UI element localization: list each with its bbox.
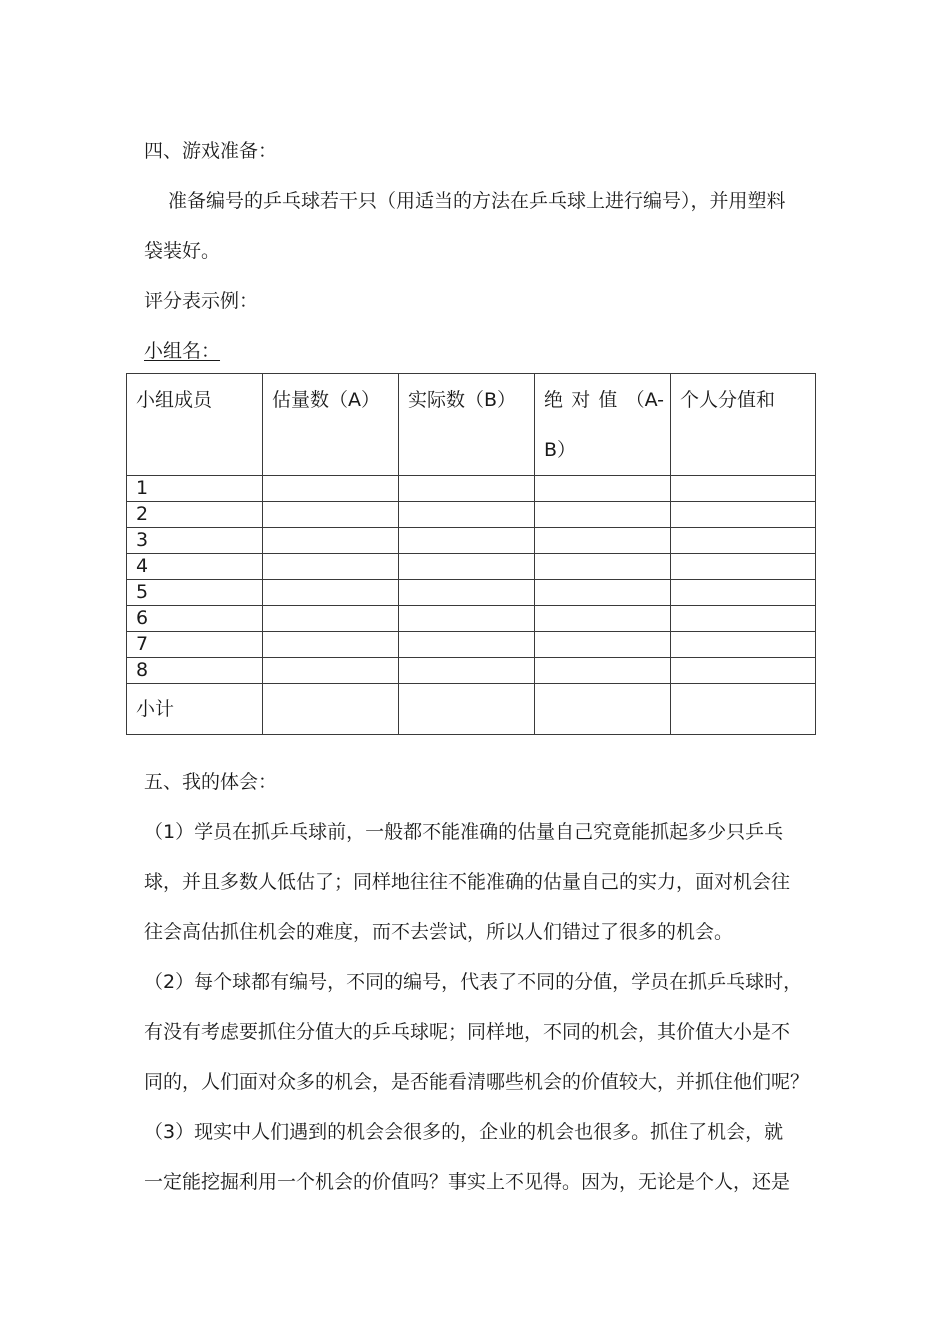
table-cell — [535, 476, 671, 502]
table-cell — [535, 606, 671, 632]
table-total-row — [127, 684, 816, 735]
table-cell — [535, 528, 671, 554]
section5-line: （2）每个球都有编号，不同的编号，代表了不同的分值，学员在抓乒乓球时， — [144, 971, 803, 993]
table-row — [127, 502, 816, 528]
table-cell — [399, 658, 535, 684]
table-header-row — [127, 374, 816, 476]
table-cell — [399, 476, 535, 502]
table-cell — [263, 502, 399, 528]
section5-line: （1）学员在抓乒乓球前，一般都不能准确的估量自己究竟能抓起多少只乒乓 — [144, 821, 784, 843]
table-row — [127, 632, 816, 658]
table-row — [127, 606, 816, 632]
table-cell — [263, 658, 399, 684]
header-members: 小组成员 — [127, 374, 263, 476]
table-cell — [535, 554, 671, 580]
group-name-label: 小组名： — [144, 340, 221, 362]
header-absolute-value — [535, 374, 671, 476]
header-absolute-value-line1 — [544, 375, 664, 425]
section5-line: 球，并且多数人低估了；同样地往往不能准确的估量自己的实力，面对机会往 — [144, 871, 791, 893]
table-cell — [263, 684, 399, 735]
row-number: 5 — [127, 580, 263, 606]
header-personal-score: 个人分值和 — [671, 374, 816, 476]
section5-line: （3）现实中人们遇到的机会会很多的，企业的机会也很多。抓住了机会，就 — [144, 1121, 784, 1143]
header-actual: 实际数（B） — [399, 374, 535, 476]
row-number: 1 — [127, 476, 263, 502]
table-cell — [671, 606, 816, 632]
score-example-label: 评分表示例： — [144, 290, 259, 312]
table-cell — [399, 684, 535, 735]
table-cell — [399, 606, 535, 632]
table-cell — [671, 528, 816, 554]
table-cell — [399, 502, 535, 528]
table-cell — [535, 684, 671, 735]
table-cell — [671, 632, 816, 658]
table-row — [127, 554, 816, 580]
total-label: 小计 — [127, 684, 263, 735]
section5-line: 有没有考虑要抓住分值大的乒乓球呢；同样地，不同的机会，其价值大小是不 — [144, 1021, 791, 1043]
row-number: 6 — [127, 606, 263, 632]
section4-paragraph-line2: 袋装好。 — [144, 240, 221, 262]
header-abs-part: 值 — [598, 389, 618, 411]
header-abs-part: 绝 — [544, 389, 564, 411]
table-row — [127, 476, 816, 502]
table-cell — [399, 554, 535, 580]
section4-heading: 四、游戏准备： — [144, 140, 278, 162]
score-table — [126, 373, 816, 735]
table-cell — [399, 632, 535, 658]
table-cell — [263, 606, 399, 632]
row-number: 3 — [127, 528, 263, 554]
header-abs-part: （A- — [625, 389, 664, 411]
row-number: 7 — [127, 632, 263, 658]
table-cell — [263, 632, 399, 658]
section5-heading: 五、我的体会： — [144, 771, 278, 793]
table-cell — [671, 658, 816, 684]
table-cell — [535, 632, 671, 658]
table-cell — [671, 554, 816, 580]
table-cell — [399, 580, 535, 606]
header-estimate: 估量数（A） — [263, 374, 399, 476]
table-row — [127, 658, 816, 684]
table-cell — [671, 476, 816, 502]
table-row — [127, 528, 816, 554]
table-cell — [671, 684, 816, 735]
table-cell — [671, 580, 816, 606]
table-cell — [263, 554, 399, 580]
section5-line: 同的，人们面对众多的机会，是否能看清哪些机会的价值较大，并抓住他们呢？ — [144, 1071, 810, 1093]
table-cell — [671, 502, 816, 528]
section4-paragraph-line1: 准备编号的乒乓球若干只（用适当的方法在乒乓球上进行编号），并用塑料 — [168, 190, 786, 212]
table-cell — [535, 658, 671, 684]
row-number: 8 — [127, 658, 263, 684]
table-cell — [399, 528, 535, 554]
table-row — [127, 580, 816, 606]
row-number: 4 — [127, 554, 263, 580]
table-cell — [263, 476, 399, 502]
table-cell — [535, 580, 671, 606]
row-number: 2 — [127, 502, 263, 528]
table-cell — [535, 502, 671, 528]
section5-line: 往会高估抓住机会的难度，而不去尝试，所以人们错过了很多的机会。 — [144, 921, 734, 943]
table-cell — [263, 528, 399, 554]
header-abs-part: 对 — [571, 389, 591, 411]
table-cell — [263, 580, 399, 606]
section5-line: 一定能挖掘利用一个机会的价值吗？事实上不见得。因为，无论是个人，还是 — [144, 1171, 791, 1193]
header-absolute-value-line2: B） — [544, 439, 577, 461]
